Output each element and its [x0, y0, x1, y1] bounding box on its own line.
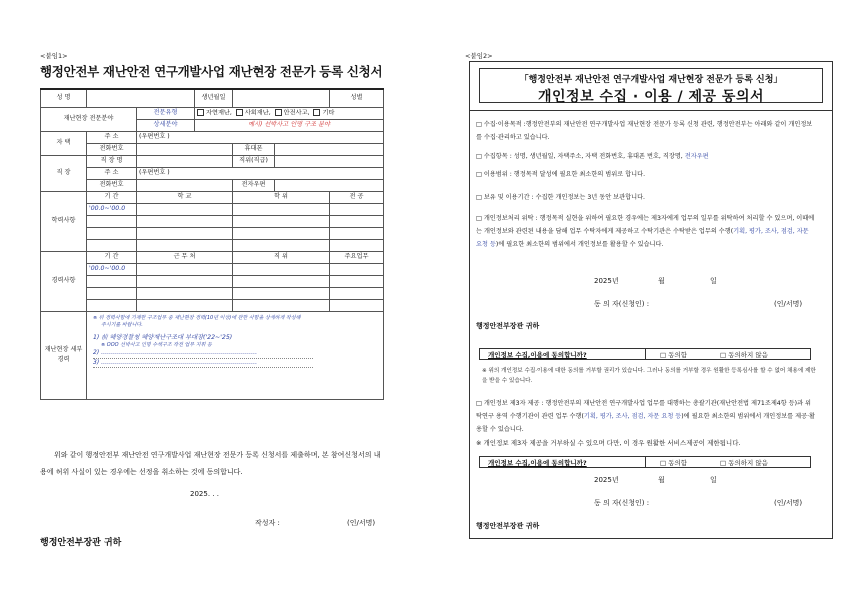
disagree-option-2[interactable]: □ 동의하지 않음 [720, 459, 768, 467]
career-cell[interactable] [233, 263, 330, 275]
edu-cell[interactable] [330, 239, 384, 251]
home-label: 자 택 [41, 131, 87, 155]
year-label: 2025년 [594, 277, 619, 285]
duty-note1: ※ 위 경력사항에 기재한 구조업무 중 재난현장 경력(10년 이상)에 관한 사항을 상세하게 작성해 [93, 314, 301, 321]
career-cell[interactable] [330, 287, 384, 299]
career-cell[interactable] [330, 275, 384, 287]
consenter-label-2: 동 의 자(신청인) : [594, 499, 650, 507]
detail-example: 예시) 선박사고 인명 구조 분야 [195, 119, 384, 131]
addressee: 행정안전부장관 귀하 [40, 538, 122, 548]
addressee: 행정안전부장관 귀하 [476, 322, 540, 330]
career-cell[interactable] [87, 287, 137, 299]
field-type-label: 전문유형 [137, 107, 195, 119]
day-label: 일 [710, 277, 717, 285]
edu-cell[interactable] [233, 215, 330, 227]
duty-example3: 3) …………………………………………………………………… [93, 359, 313, 368]
edu-cell[interactable] [87, 239, 137, 251]
application-table [40, 88, 384, 400]
career-period-example[interactable]: '00.0~'00.0 [87, 263, 137, 275]
career-cell[interactable] [137, 275, 233, 287]
career-cell[interactable] [87, 299, 137, 311]
application-form-page [0, 0, 420, 595]
consenter-label: 동 의 자(신청인) : [594, 300, 650, 308]
month-label-2: 월 [658, 476, 665, 484]
education-label: 학력사항 [41, 191, 87, 251]
name-field[interactable] [87, 89, 195, 107]
consent-question: 개인정보 수집,이용에 동의합니까? [488, 351, 587, 359]
field-career-detail[interactable] [87, 311, 384, 399]
attachment-tag: <붙임2> [465, 52, 493, 60]
career-cell[interactable] [87, 275, 137, 287]
gender-label: 성별 [330, 89, 384, 107]
checkbox-other[interactable] [313, 109, 320, 116]
retention-period: □ 보유 및 이용기간 : 수집한 개인정보는 3년 동안 보관합니다. [476, 194, 646, 201]
addressee-2: 행정안전부장관 귀하 [476, 522, 540, 530]
sign-mark: (인/서명) [774, 300, 803, 308]
edu-major-header: 전 공 [330, 191, 384, 203]
work-address-label: 주 소 [87, 167, 137, 179]
duty-example1: 1) 前 해양경찰청 해양재난구조대 부대장('22~'25) [93, 333, 233, 341]
third-party-note: ※ 개인정보 제3자 제공을 거부하실 수 있으며 다만, 이 경우 원활한 서비스제공이 제한됩니다. [476, 439, 741, 447]
edu-period-example[interactable]: '00.0~'00.0 [87, 203, 137, 215]
checkbox-social[interactable] [236, 109, 243, 116]
disagree-option[interactable]: □ 동의하지 않음 [720, 351, 768, 359]
work-name-field[interactable] [137, 155, 233, 167]
career-cell[interactable] [330, 299, 384, 311]
divider [645, 457, 646, 467]
submit-date: 2025. . . [190, 490, 219, 498]
mobile-field[interactable] [275, 143, 384, 155]
edu-period-header: 기 간 [87, 191, 137, 203]
career-company-header: 근 무 처 [137, 251, 233, 263]
consent-question-row-2 [479, 456, 811, 468]
form-title: 행정안전부 재난안전 연구개발사업 재난현장 전문가 등록 신청서 [40, 64, 383, 79]
sign-mark-2: (인/서명) [774, 499, 803, 507]
career-cell[interactable] [137, 287, 233, 299]
mobile-label: 휴대폰 [233, 143, 275, 155]
email-label: 전자우편 [233, 179, 275, 191]
edu-cell[interactable] [87, 227, 137, 239]
consent-statement: 위와 같이 행정안전부 재난안전 연구개발사업 재난현장 전문가 등록 신청서를 제출하며, 본 참여신청서의 내용에 허위 사실이 있는 경우에는 선정을 취소하는 것에 동의합니다. [40, 451, 381, 476]
consent-header [479, 68, 823, 103]
career-cell[interactable] [137, 299, 233, 311]
home-phone-field[interactable] [137, 143, 233, 155]
position-field[interactable] [275, 155, 384, 167]
consent-question-2: 개인정보 수집,이용에 동의합니까? [488, 459, 587, 467]
career-cell[interactable] [233, 299, 330, 311]
consent-title: 개인정보 수집 · 이용 / 제공 동의서 [538, 89, 764, 105]
edu-cell[interactable] [87, 215, 137, 227]
checkbox-safety[interactable] [275, 109, 282, 116]
signer-label: 작성자 : [255, 519, 280, 527]
birth-label: 생년월일 [195, 89, 233, 107]
edu-cell[interactable] [330, 203, 384, 215]
home-address-field[interactable]: (우편번호 ) [137, 131, 384, 143]
work-phone-field[interactable] [137, 179, 233, 191]
field-label: 재난현장 전문분야 [41, 107, 137, 131]
edu-cell[interactable] [137, 239, 233, 251]
consent-subtitle: 「행정안전부 재난안전 연구개발사업 재난현장 전문가 등록 신청」 [519, 75, 783, 85]
outsourcing-item: □ 개인정보처리 위탁 : 행정목적 실현을 위하여 필요한 경우에는 제3자에게 업무의 일부를 위탁하여 처리할 수 있으며, 이때에는 개인정보와 관련된 내용을 담해 업무 수탁자에게 제공하고 수탁기관은 수탁받은 업무의 수행(기획, 평가, 조사, 점검, 자문 요청 등)에 필요한 최소한의 범위에서 개인정보를 활용할 수 있습니다. [476, 215, 815, 248]
birth-field[interactable] [233, 89, 330, 107]
email-field[interactable] [275, 179, 384, 191]
career-cell[interactable] [330, 263, 384, 275]
work-name-label: 직 장 명 [87, 155, 137, 167]
field-type-options: 자연재난, 사회재난, 안전사고, 기타 [195, 107, 384, 119]
detail-label: 상세분야 [137, 119, 195, 131]
divider [645, 349, 646, 359]
home-address-label: 주 소 [87, 131, 137, 143]
edu-cell[interactable] [233, 227, 330, 239]
career-label: 경력사항 [41, 251, 87, 311]
consent-form-page [420, 0, 841, 595]
career-rank-header: 직 위 [233, 251, 330, 263]
items-collected: □ 수집항목 : 성명, 생년월일, 자택주소, 자택 전화번호, 휴대폰 번호, 직장명, 전자우편 [476, 153, 709, 160]
edu-cell[interactable] [330, 227, 384, 239]
edu-cell[interactable] [233, 239, 330, 251]
agree-option[interactable]: □ 동의함 [660, 351, 688, 359]
position-label: 직위(직급) [233, 155, 275, 167]
edu-cell[interactable] [137, 215, 233, 227]
edu-degree-header: 학 위 [233, 191, 330, 203]
career-cell[interactable] [137, 263, 233, 275]
attachment-tag: <붙임1> [40, 52, 68, 60]
edu-cell[interactable] [137, 203, 233, 215]
edu-school-header: 학 교 [137, 191, 233, 203]
career-cell[interactable] [233, 275, 330, 287]
consent-question-row [479, 348, 811, 360]
duty-example-sub: ※ OOO 선박사고 인명 수색구조 작전 업무 지휘 등 [101, 342, 212, 349]
consent-box [469, 61, 833, 539]
year-label-2: 2025년 [594, 476, 619, 484]
third-party-item: □ 개인정보 제3자 제공 : 행정안전부의 재난안전 연구개발사업 업무를 대행하는 총괄기관(재난안전법 제71조제4항 등)과 위탁연구 용역 수행기관이 관련 업무 수행(기획, 평가, 조사, 점검, 자문 요청 등)에 필요한 최소한의 범위에서 개인정보를 제공·활용할 수 있습니다. [476, 400, 816, 433]
checkbox-natural[interactable] [197, 109, 204, 116]
work-address-field[interactable]: (우편번호 ) [137, 167, 384, 179]
field-career-label: 재난현장 세부경력 [41, 311, 87, 399]
day-label-2: 일 [710, 476, 717, 484]
edu-cell[interactable] [330, 215, 384, 227]
edu-cell[interactable] [233, 203, 330, 215]
work-label: 직 장 [41, 155, 87, 191]
name-label: 성 명 [41, 89, 87, 107]
agree-option-2[interactable]: □ 동의함 [660, 459, 688, 467]
edu-cell[interactable] [137, 227, 233, 239]
home-phone-label: 전화번호 [87, 143, 137, 155]
refusal-note: ※ 위의 개인정보 수집·이용에 대한 동의를 거부할 권리가 있습니다. 그러나 동의를 거부할 경우 원활한 등록심사를 할 수 없어 채용에 제한을 받을 수 있습니다. [482, 368, 816, 384]
career-duty-header: 주요업무 [330, 251, 384, 263]
header-divider [470, 110, 832, 111]
work-phone-label: 전화번호 [87, 179, 137, 191]
usage-scope: □ 이용범위 : 행정목적 달성에 필요한 최소한의 범위로 합니다. [476, 171, 646, 178]
month-label: 월 [658, 277, 665, 285]
sign-mark: (인/서명) [347, 519, 376, 527]
career-cell[interactable] [233, 287, 330, 299]
duty-note2: 주시기를 바랍니다. [101, 321, 143, 328]
purpose-item: □ 수집·이용목적 :행정안전부의 재난안전 연구개발사업 재난현장 전문가 등록 신청 관련, 행정안전부는 아래와 같이 개인정보를 수집·관리하고 있습니다. [476, 121, 813, 141]
career-period-header: 기 간 [87, 251, 137, 263]
duty-example2: 2) …………………………………………………………………… [93, 349, 313, 358]
